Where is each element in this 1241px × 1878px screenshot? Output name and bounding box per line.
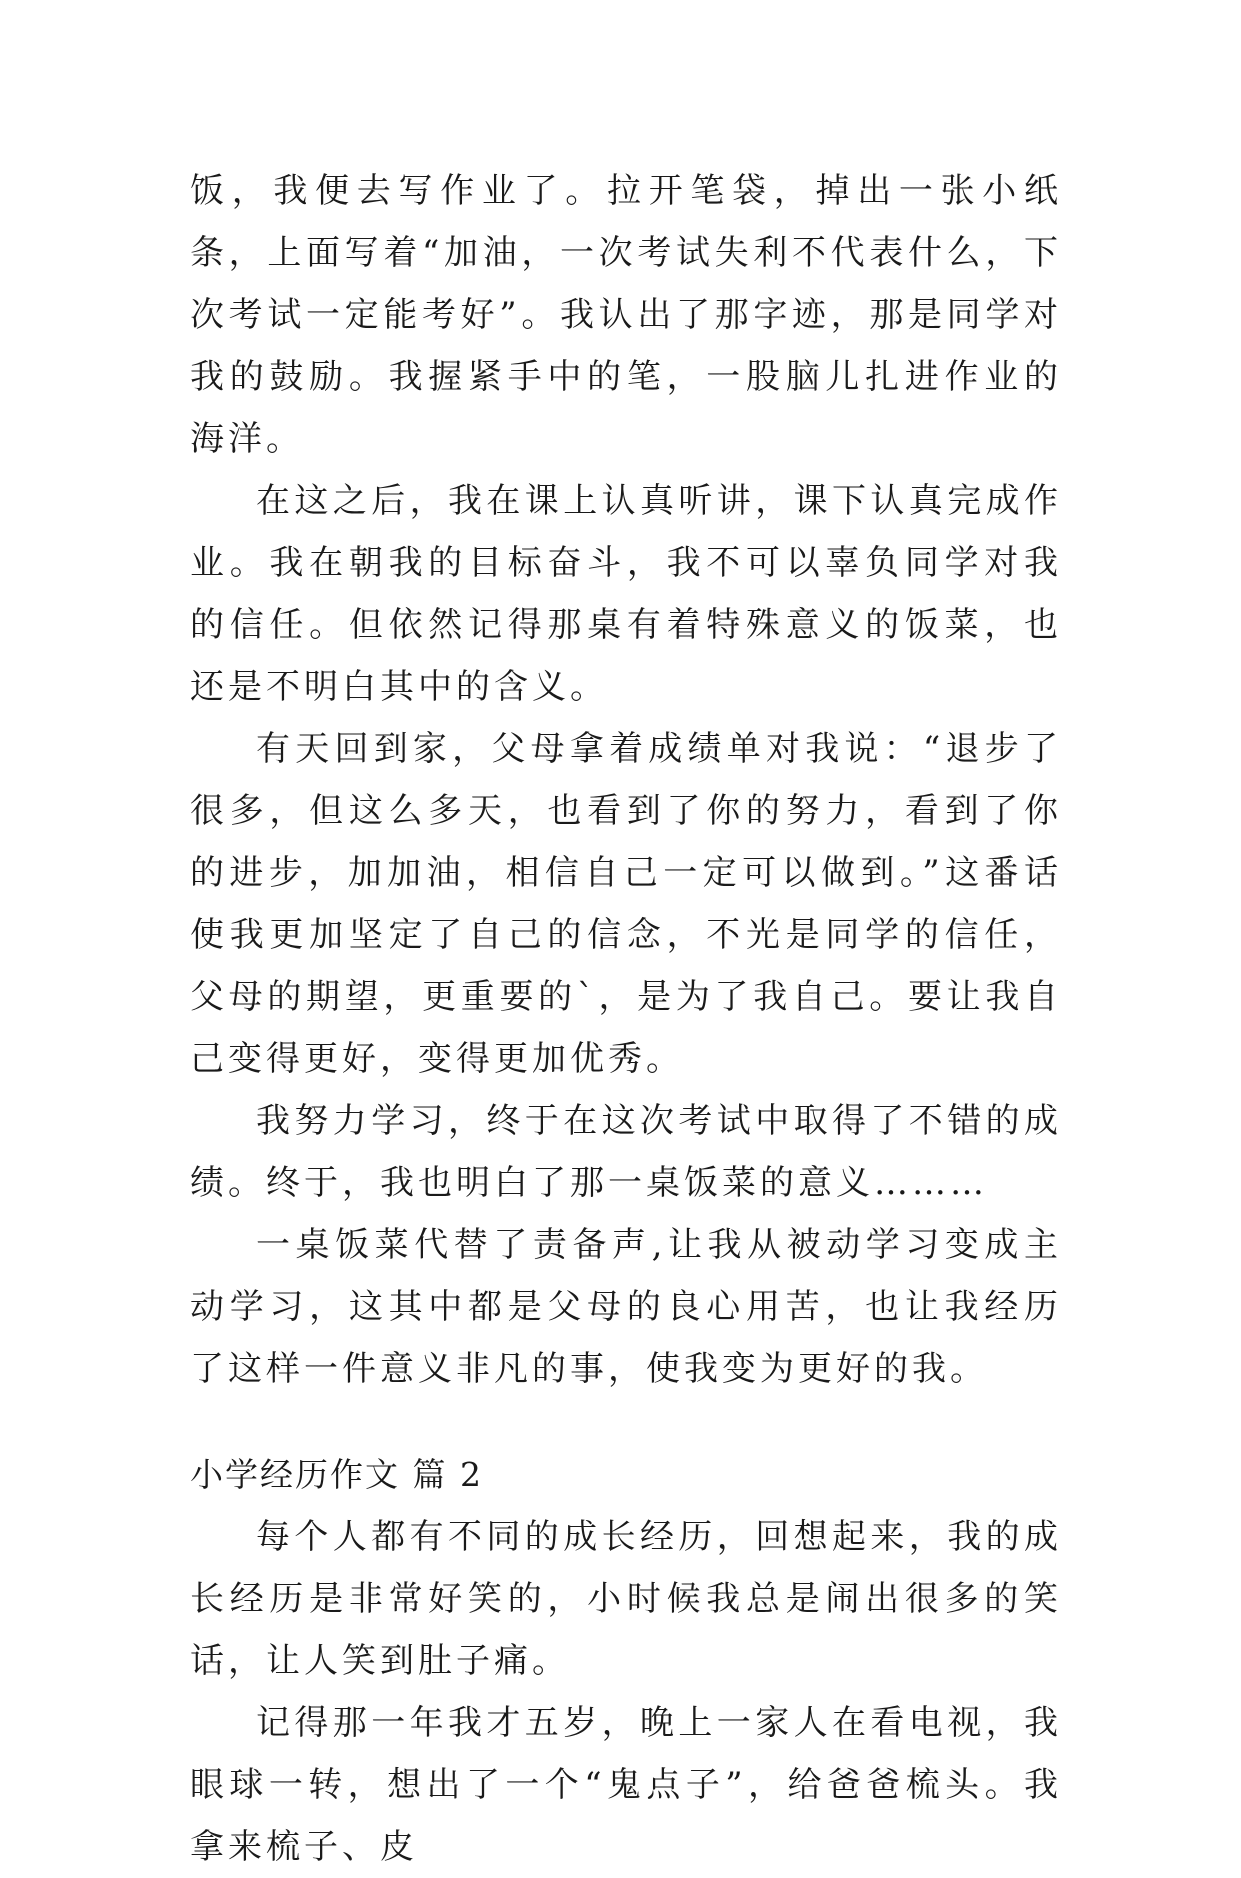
paragraph: 每个人都有不同的成长经历，回想起来，我的成长经历是非常好笑的，小时候我总是闹出很多的笑话，让人笑到肚子痛。 (190, 1517, 1062, 1681)
paragraph: 我努力学习，终于在这次考试中取得了不错的成绩。终于，我也明白了那一桌饭菜的意义……… (190, 1101, 1062, 1203)
document-page (190, 160, 1062, 1878)
paragraph: 饭，我便去写作业了。拉开笔袋，掉出一张小纸条，上面写着“加油，一次考试失利不代表什么，下次考试一定能考好”。我认出了那字迹，那是同学对我的鼓励。我握紧手中的笔，一股脑儿扎进作业的海洋。 (190, 171, 1062, 459)
paragraph: 在这之后，我在课上认真听讲，课下认真完成作业。我在朝我的目标奋斗，我不可以辜负同学对我的信任。但依然记得那桌有着特殊意义的饭菜，也还是不明白其中的含义。 (190, 481, 1062, 707)
section-title: 小学经历作文 篇 2 (190, 1455, 483, 1494)
paragraph: 一桌饭菜代替了责备声,让我从被动学习变成主动学习，这其中都是父母的良心用苦，也让我经历了这样一件意义非凡的事，使我变为更好的我。 (190, 1225, 1062, 1389)
paragraph: 有天回到家，父母拿着成绩单对我说：“退步了很多，但这么多天，也看到了你的努力，看到了你的进步，加加油，相信自己一定可以做到。”这番话使我更加坚定了自己的信念，不光是同学的信任，父母的期望，更重要的`，是为了我自己。要让我自己变得更好，变得更加优秀。 (190, 729, 1062, 1079)
paragraph: 记得那一年我才五岁，晚上一家人在看电视，我眼球一转，想出了一个“鬼点子”，给爸爸梳头。我拿来梳子、皮 (190, 1703, 1062, 1867)
